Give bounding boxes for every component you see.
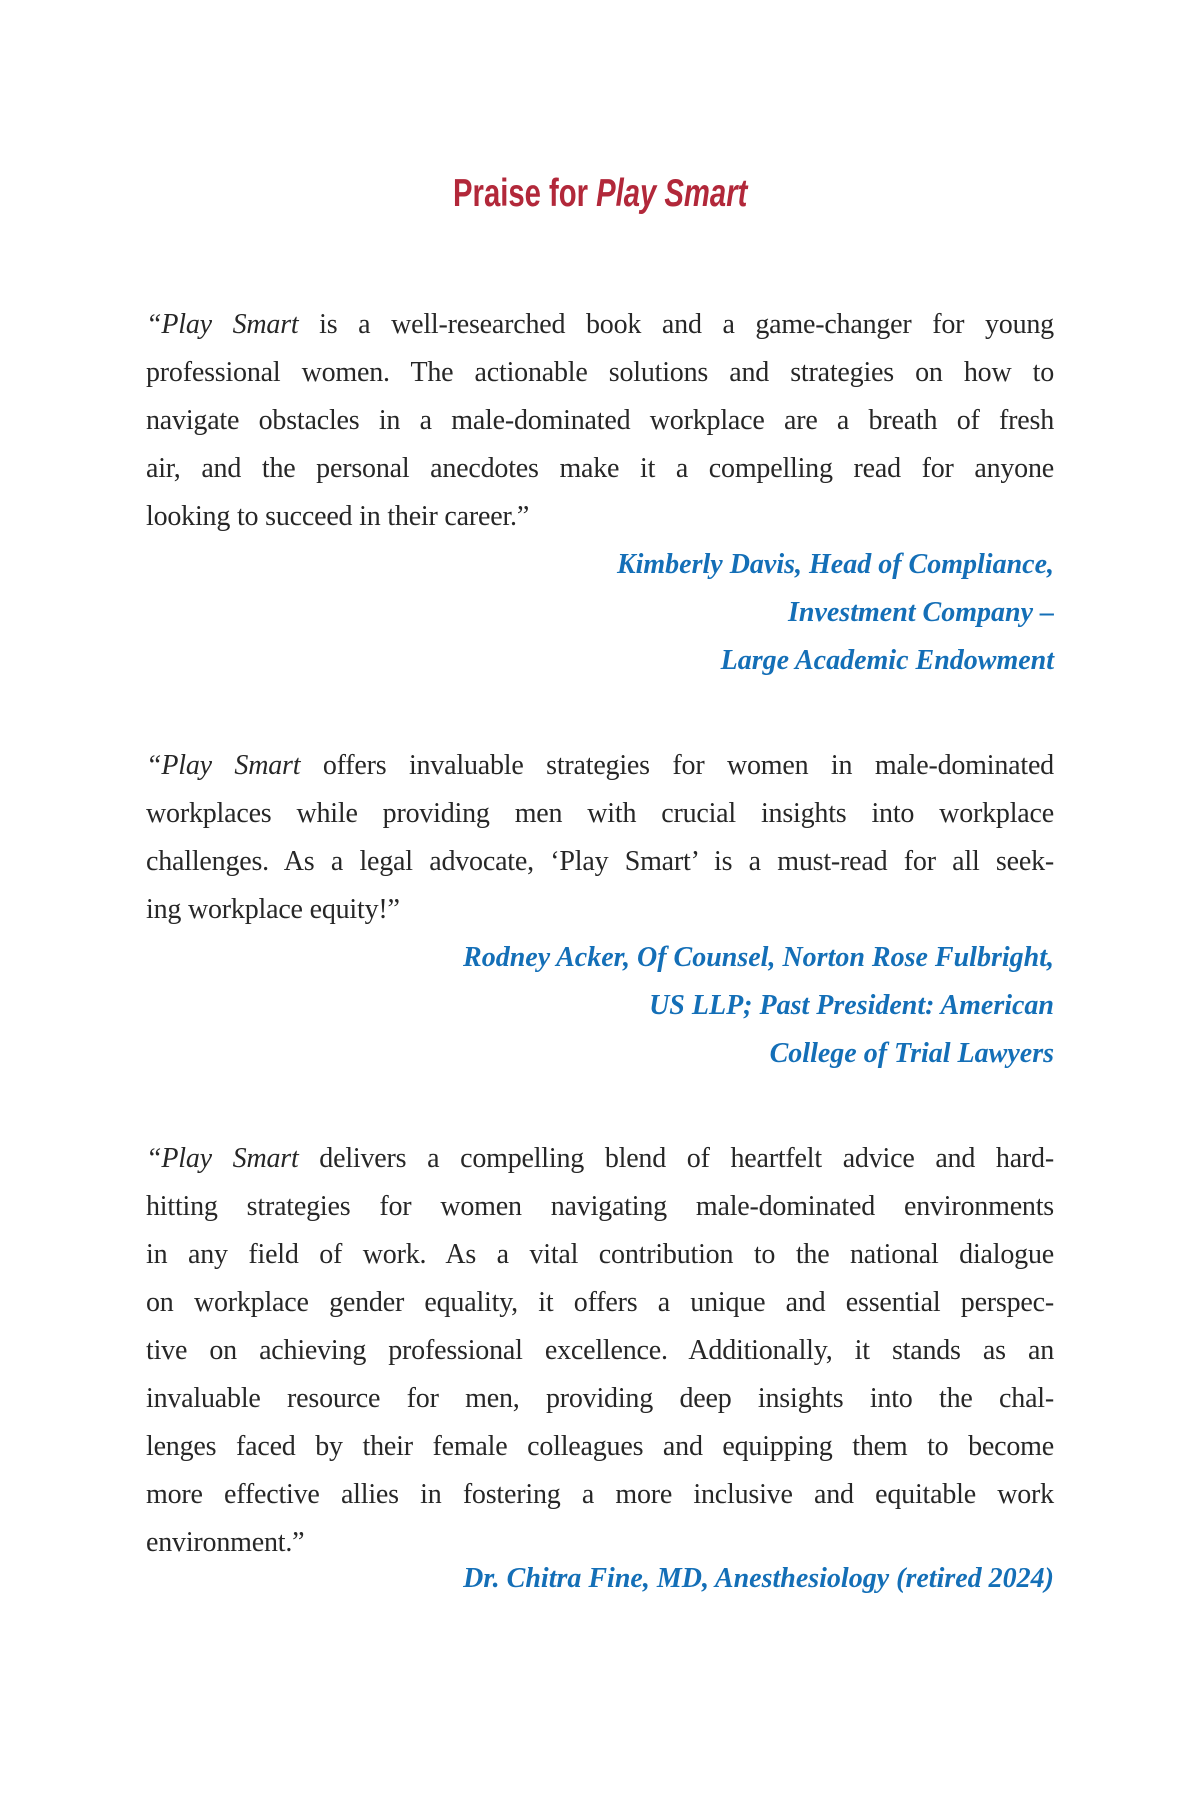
quote-line <box>146 838 1054 886</box>
book-title-italic: “Play Smart <box>146 1143 299 1174</box>
book-title-italic: “Play Smart <box>146 309 299 340</box>
quote-line <box>146 886 1054 934</box>
page-title-book-name: Play Smart <box>595 172 748 215</box>
page-title <box>146 170 1054 218</box>
quote-text: in any field of work. As a vital contribution to the national dialogue <box>146 1239 1054 1270</box>
quote-text: on workplace gender equality, it offers a unique and essential perspec- <box>146 1287 1054 1318</box>
page-title-text <box>453 170 747 218</box>
quote-line <box>146 1135 1054 1183</box>
quote-line <box>146 1183 1054 1231</box>
attribution-line: Rodney Acker, Of Counsel, Norton Rose Fulbright, <box>463 942 1054 973</box>
quote-line <box>146 493 1054 541</box>
quote-text: delivers a compelling blend of heartfelt advice and hard- <box>298 1143 1054 1174</box>
quote-text: professional women. The actionable solutions and strategies on how to <box>146 357 1054 388</box>
quote-text: challenges. As a legal advocate, ‘Play Smart’ is a must-read for all seek- <box>146 846 1054 877</box>
book-title-italic: “Play Smart <box>146 750 301 781</box>
praise-quotes-list <box>146 301 1054 1603</box>
quote-text: hitting strategies for women navigating male-dominated environments <box>146 1191 1054 1222</box>
attribution-line: US LLP; Past President: American <box>649 990 1054 1021</box>
attribution-line: Kimberly Davis, Head of Compliance, <box>616 549 1054 580</box>
quote-line <box>146 1375 1054 1423</box>
quote-text: environment.” <box>146 1527 305 1558</box>
quote-line <box>146 397 1054 445</box>
quote-line <box>146 1327 1054 1375</box>
quote-block <box>146 301 1054 685</box>
quote-line <box>146 349 1054 397</box>
quote-text: is a well-researched book and a game-changer for young <box>298 309 1054 340</box>
quote-text: workplaces while providing men with crucial insights into workplace <box>146 798 1054 829</box>
quote-text: ing workplace equity!” <box>146 894 400 925</box>
quote-block <box>146 742 1054 1078</box>
attribution-line: Dr. Chitra Fine, MD, Anesthesiology (retired 2024) <box>463 1563 1054 1594</box>
quote-line <box>146 301 1054 349</box>
quote-block <box>146 1135 1054 1603</box>
attribution <box>146 934 1054 1078</box>
quote-text: more effective allies in fostering a more inclusive and equitable work <box>146 1479 1054 1510</box>
quote-line <box>146 1279 1054 1327</box>
attribution <box>146 541 1054 685</box>
quote-text: offers invaluable strategies for women in male-dominated <box>300 750 1054 781</box>
quote-line <box>146 790 1054 838</box>
quote-text: looking to succeed in their career.” <box>146 501 530 532</box>
quote-text: tive on achieving professional excellence. Additionally, it stands as an <box>146 1335 1054 1366</box>
praise-content <box>146 170 1054 1603</box>
quote-line <box>146 1231 1054 1279</box>
quote-text: invaluable resource for men, providing deep insights into the chal- <box>146 1383 1054 1414</box>
quote-line <box>146 1423 1054 1471</box>
quote-line <box>146 1471 1054 1519</box>
quote-line <box>146 742 1054 790</box>
quote-text: navigate obstacles in a male-dominated workplace are a breath of fresh <box>146 405 1054 436</box>
quote-text: lenges faced by their female colleagues and equipping them to become <box>146 1431 1054 1462</box>
attribution-line: College of Trial Lawyers <box>769 1038 1054 1069</box>
attribution-line: Large Academic Endowment <box>720 645 1054 676</box>
attribution-line: Investment Company – <box>787 597 1054 628</box>
quote-text: air, and the personal anecdotes make it a compelling read for anyone <box>146 453 1054 484</box>
page-title-prefix: Praise for <box>452 172 596 215</box>
quote-line <box>146 445 1054 493</box>
